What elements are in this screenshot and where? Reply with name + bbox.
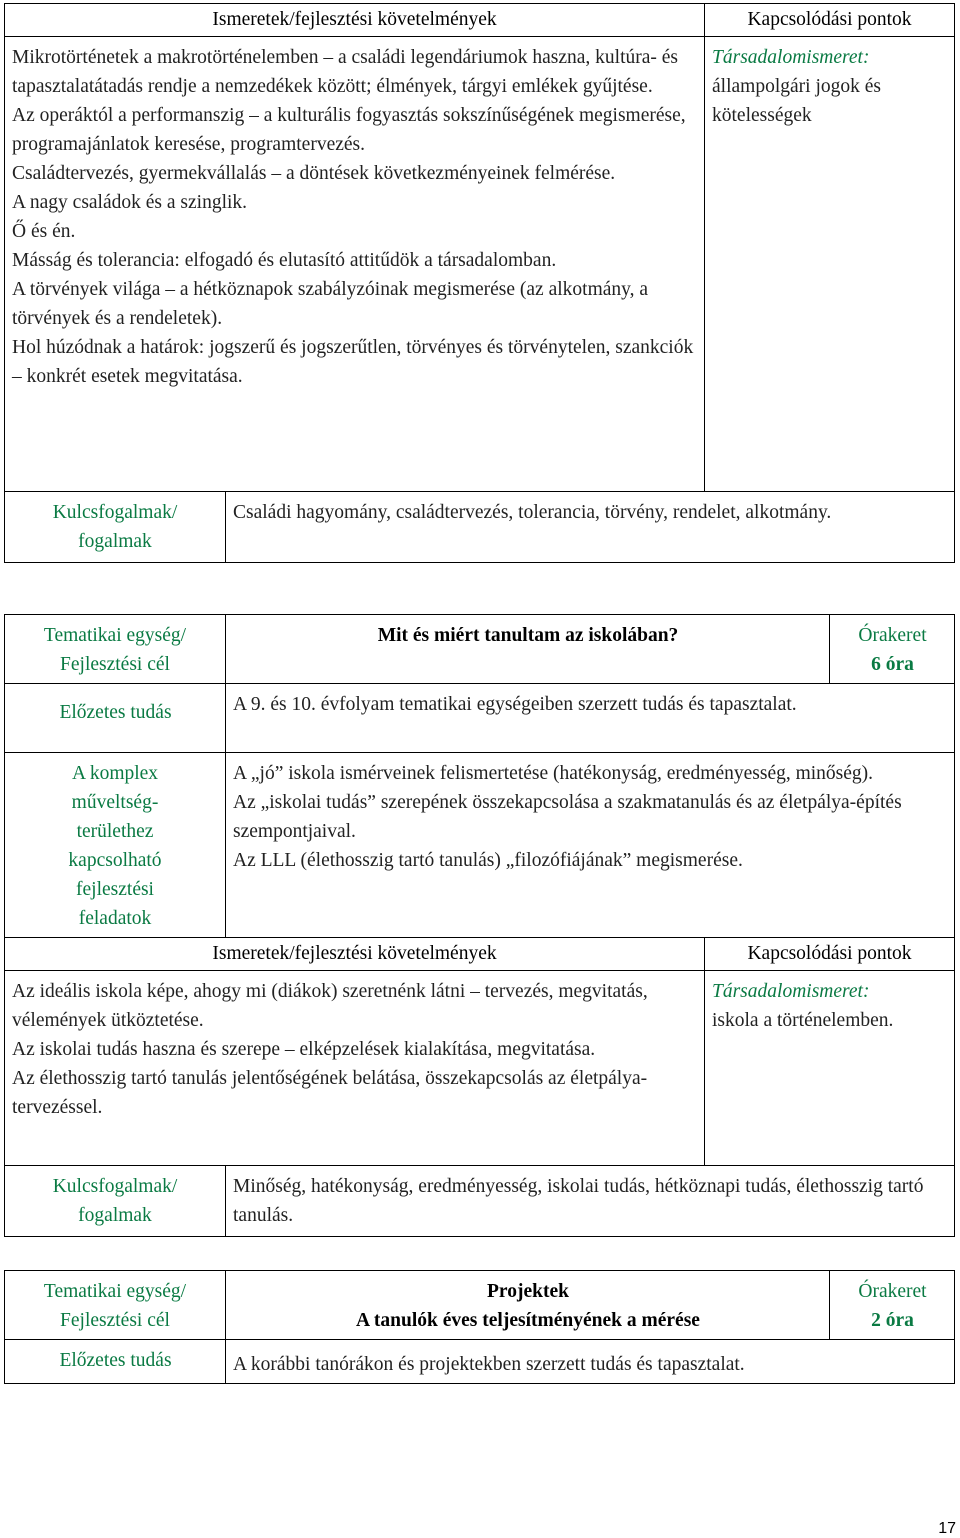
requirement-item: Az iskolai tudás haszna és szerepe – elképzelések kialakítása, megvitatása. bbox=[12, 1039, 596, 1060]
connections-header: Kapcsolódási pontok bbox=[705, 4, 955, 37]
table-block-1 bbox=[4, 3, 955, 563]
unit-title: Mit és miért tanultam az iskolában? bbox=[226, 615, 830, 684]
requirement-item: Az élethosszig tartó tanulás jelentőségének belátása, összekapcsolás az életpálya-tervezéssel. bbox=[12, 1068, 648, 1118]
complex-task-item: Az LLL (élethosszig tartó tanulás) „filozófiájának” megismerése. bbox=[233, 850, 743, 871]
unit-title-line-2: A tanulók éves teljesítményének a mérése bbox=[356, 1310, 700, 1331]
requirement-item: Családtervezés, gyermekvállalás – a döntések következményeinek felmérése. bbox=[12, 163, 616, 184]
prior-knowledge-text: A korábbi tanórákon és projektekben szerzett tudás és tapasztalat. bbox=[226, 1340, 955, 1384]
connections-content bbox=[705, 971, 955, 1166]
requirement-item: Hol húzódnak a határok: jogszerű és jogszerűtlen, törvényes és törvénytelen, szankciók – konkrét esetek megvitatása. bbox=[12, 337, 694, 387]
connection-subject: Társadalomismeret: bbox=[712, 981, 870, 1002]
key-concepts-label: Kulcsfogalmak/ fogalmak bbox=[5, 492, 226, 563]
complex-tasks-content bbox=[226, 753, 955, 938]
prior-knowledge-label: Előzetes tudás bbox=[5, 1340, 226, 1384]
table-block-2 bbox=[4, 614, 955, 1237]
connections-header: Kapcsolódási pontok bbox=[705, 938, 955, 971]
key-concepts-text: Minőség, hatékonyság, eredményesség, iskolai tudás, hétköznapi tudás, élethosszig tartó tanulás. bbox=[226, 1166, 955, 1237]
requirement-item: Az operáktól a performanszig – a kulturális fogyasztás sokszínűségének megismerése, programajánlatok keresése, programtervezés. bbox=[12, 105, 686, 155]
key-concepts-label: Kulcsfogalmak/ fogalmak bbox=[5, 1166, 226, 1237]
unit-label: Tematikai egység/ Fejlesztési cél bbox=[5, 1271, 226, 1340]
requirement-item: A törvények világa – a hétköznapok szabályzóinak megismerése (az alkotmány, a törvények és a rendeletek). bbox=[12, 279, 649, 329]
unit-title-line-1: Projektek bbox=[487, 1281, 569, 1302]
requirements-content bbox=[5, 971, 705, 1166]
hours-value: 6 óra bbox=[871, 654, 914, 675]
complex-task-item: Az „iskolai tudás” szerepének összekapcsolása a szakmatanulás és az életpálya-építés szempontjaival. bbox=[233, 792, 902, 842]
hours-cell bbox=[830, 615, 955, 684]
hours-cell bbox=[830, 1271, 955, 1340]
requirements-header: Ismeretek/fejlesztési követelmények bbox=[5, 4, 705, 37]
key-concepts-text: Családi hagyomány, családtervezés, tolerancia, törvény, rendelet, alkotmány. bbox=[226, 492, 955, 563]
requirement-item: Az ideális iskola képe, ahogy mi (diákok) szeretnénk látni – tervezés, megvitatás, vélemények ütköztetése. bbox=[12, 981, 648, 1031]
table-block-3 bbox=[4, 1270, 955, 1384]
hours-label: Órakeret bbox=[858, 625, 927, 646]
prior-knowledge-label: Előzetes tudás bbox=[5, 684, 226, 753]
connections-content bbox=[705, 37, 955, 492]
complex-tasks-label: A komplex műveltség-területhez kapcsolható fejlesztési feladatok bbox=[5, 753, 226, 938]
requirement-item: Ő és én. bbox=[12, 221, 76, 242]
requirement-item: Másság és tolerancia: elfogadó és elutasító attitűdök a társadalomban. bbox=[12, 250, 557, 271]
unit-label: Tematikai egység/ Fejlesztési cél bbox=[5, 615, 226, 684]
connection-subject: Társadalomismeret: bbox=[712, 47, 870, 68]
connection-text: állampolgári jogok és kötelességek bbox=[712, 76, 881, 126]
requirements-content bbox=[5, 37, 705, 492]
hours-value: 2 óra bbox=[871, 1310, 914, 1331]
requirement-item: Mikrotörténetek a makrotörténelemben – a családi legendáriumok haszna, kultúra- és tapasztalatátadás rendje a nemzedékek között; élmények, tárgyi emlékek gyűjtése. bbox=[12, 47, 678, 97]
page-number: 17 bbox=[938, 1520, 956, 1537]
prior-knowledge-text: A 9. és 10. évfolyam tematikai egységeiben szerzett tudás és tapasztalat. bbox=[226, 684, 955, 753]
hours-label: Órakeret bbox=[858, 1281, 927, 1302]
requirements-header: Ismeretek/fejlesztési követelmények bbox=[5, 938, 705, 971]
unit-title bbox=[226, 1271, 830, 1340]
connection-text: iskola a történelemben. bbox=[712, 1010, 894, 1031]
requirement-item: A nagy családok és a szinglik. bbox=[12, 192, 248, 213]
complex-task-item: A „jó” iskola ismérveinek felismertetése (hatékonyság, eredményesség, minőség). bbox=[233, 763, 874, 784]
